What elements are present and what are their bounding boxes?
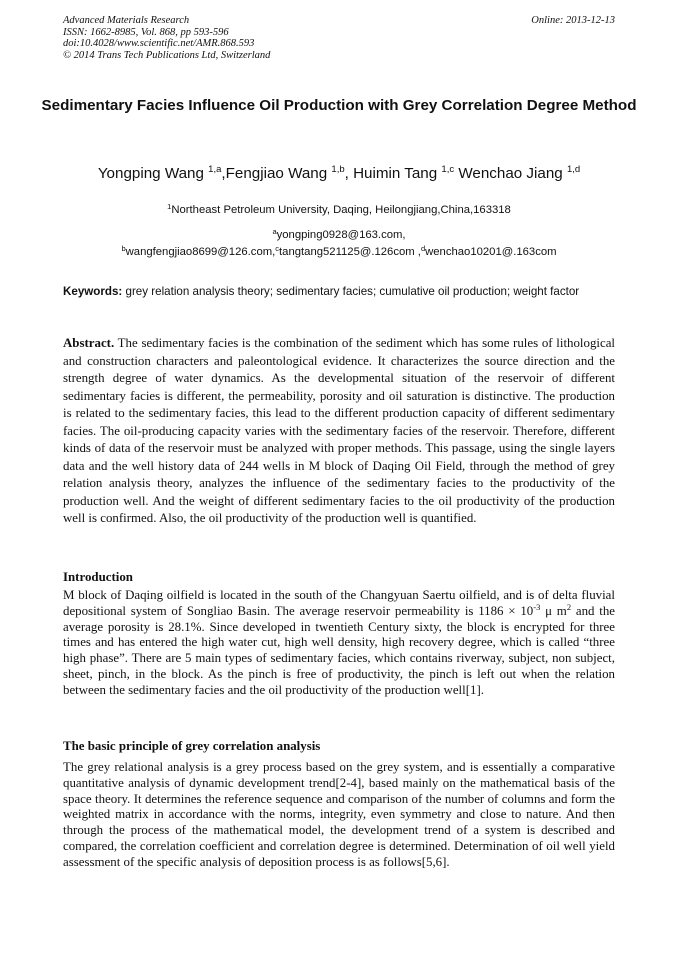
- affiliation-text: Northeast Petroleum University, Daqing, Heilongjiang,China,163318: [171, 204, 511, 216]
- email-mark: b: [121, 244, 126, 253]
- author-list: [30, 164, 648, 184]
- intro-text-part: M block of Daqing oilfield is located in the south of the Changyuan Saertu oilfield, and is of delta fluvial depositional system of Songliao Basin. The average reservoir permeability is 1186 × 10: [63, 588, 615, 618]
- affiliation-mark: 1: [167, 202, 172, 211]
- paper-title: Sedimentary Facies Influence Oil Production with Grey Correlation Degree Method: [41, 97, 637, 114]
- intro-superscript: 2: [566, 601, 572, 612]
- principle-heading: The basic principle of grey correlation analysis: [63, 739, 321, 753]
- keywords-label: Keywords:: [63, 285, 123, 298]
- intro-text-part: and the average porosity is 28.1%. Since developed in twentieth Century sixty, the block is encrypted for three times and has entered the high water cut, high well density, high recovery degree, which is called “three high phase”. There are 5 main types of sedimentary facies, which contains riverway, subject, non subject, sheet, pinch, in the block. As the pinch is free of productivity, the pinch is left out when the relation between the sedimentary facies and the oil productivity of the production well[1].: [63, 603, 615, 697]
- intro-text-part: μ m: [540, 603, 567, 618]
- author-affiliation-mark: 1,c: [441, 164, 455, 175]
- author-affiliation-mark: 1,b: [331, 164, 345, 175]
- author-affiliation-mark: 1,a: [208, 164, 222, 175]
- introduction-paragraph: [63, 588, 615, 699]
- abstract-text: The sedimentary facies is the combination of the sediment which has some rules of lithological and construction characters and paleontological evidence. It characterizes the source direction and the strength degree of water dynamics. As the developmental situation of the reservoir of different sedimentary facies is different, the permeability, porosity and oil saturation is distinctive. The production is related to the sedimentary facies, this lead to the different production capacity of different sedimentary facies. The oil-producing capacity varies with the sedimentary facies of the reservoir. Therefore, different kinds of data of the reservoir must be analyzed with proper methods. This passage, using the single layers data and the well history data of 244 wells in M block of Daqing Oil Field, through the method of grey relation analysis theory, analyzes the influence of the sedimentary facies to the productivity of the production well. And the weight of different sedimentary facies to the oil productivity of the production well is confirmed. Also, the oil productivity of the production well is quantified.: [63, 336, 615, 525]
- email-line-2: [30, 245, 648, 259]
- email-line-1: [30, 228, 648, 242]
- journal-name: Advanced Materials Research: [63, 15, 190, 26]
- online-date: Online: 2013-12-13: [531, 15, 615, 26]
- keywords: [63, 283, 615, 300]
- email-d: wenchao10201@.163com: [425, 246, 557, 258]
- issn-volume: ISSN: 1662-8985, Vol. 868, pp 593-596: [63, 26, 229, 38]
- author-name: Yongping Wang: [97, 165, 209, 182]
- introduction-heading: Introduction: [63, 570, 133, 584]
- principle-paragraph: The grey relational analysis is a grey process based on the grey system, and is essentially a comparative quantitative analysis of dynamic development trend[2-4], based mainly on the mathematical basis of the space theory. It determines the reference sequence and comparison of the number of columns and form the weighted matrix in accordance with the norms, integrity, even symmetry and close to nature. And then through the process of the mathematical model, the development trend of a system is described and compared, the correlation coefficient and correlation degree is determined. Determination of oil well yield assessment of the specific analysis of deposition process is as follows[5,6].: [63, 760, 615, 869]
- email-mark: c: [275, 244, 280, 253]
- author-name: Wenchao Jiang: [454, 165, 567, 182]
- email-c: tangtang521125@.126com ,: [279, 246, 421, 258]
- email-mark: d: [420, 244, 426, 253]
- intro-superscript: -3: [533, 601, 541, 612]
- author-name: ,Fengjiao Wang: [221, 165, 332, 182]
- abstract-label: Abstract.: [63, 336, 115, 350]
- abstract: [63, 335, 615, 528]
- email-a: yongping0928@163.com,: [276, 229, 406, 241]
- doi: doi:10.4028/www.scientific.net/AMR.868.593: [63, 38, 255, 49]
- email-b: wangfengjiao8699@126.com,: [125, 246, 276, 258]
- journal-header: [63, 15, 615, 61]
- affiliation: [30, 203, 648, 217]
- author-affiliation-mark: 1,d: [566, 164, 581, 175]
- copyright: © 2014 Trans Tech Publications Ltd, Switzerland: [63, 49, 271, 61]
- author-name: , Huimin Tang: [344, 165, 442, 182]
- email-mark: a: [272, 227, 277, 236]
- keywords-text: grey relation analysis theory; sedimentary facies; cumulative oil production; weight factor: [122, 285, 580, 298]
